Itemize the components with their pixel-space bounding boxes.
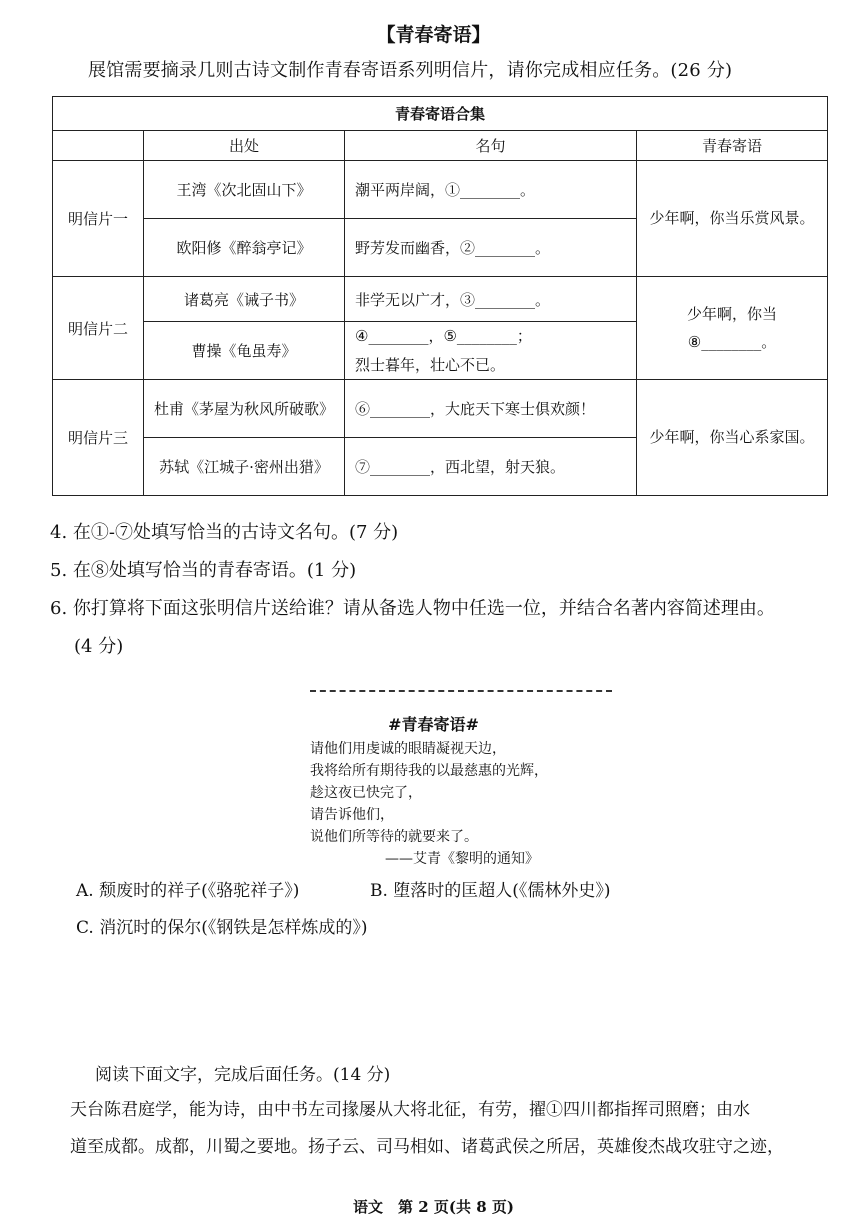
option-a: A. 颓废时的祥子(《骆驼祥子》)	[76, 881, 300, 901]
youth-message-line: 少年啊，你当	[686, 304, 777, 323]
question-4: 4. 在①-⑦处填写恰当的古诗文名句。(7 分)	[50, 522, 399, 543]
card-name: 明信片二	[53, 277, 144, 380]
header-youth: 青春寄语	[637, 131, 828, 161]
quote-source: 苏轼《江城子·密州出猎》	[144, 438, 345, 496]
poem-line: 请告诉他们，	[310, 807, 394, 823]
quote-line: 潮平两岸阔，①________。	[345, 161, 637, 219]
question-6-score: (4 分)	[74, 636, 124, 657]
quote-line: 野芳发而幽香，②________。	[345, 219, 637, 277]
quote-source: 诸葛亮《诫子书》	[144, 277, 345, 322]
header-source: 出处	[144, 131, 345, 161]
card-name: 明信片三	[53, 380, 144, 496]
quote-line-part: ④________，⑤________；	[355, 327, 532, 345]
section-title: 【青春寄语】	[376, 24, 491, 46]
poem-line: 趁这夜已快完了，	[310, 785, 422, 801]
table-corner	[53, 131, 144, 161]
quote-line: ⑥________，大庇天下寒士俱欢颜！	[345, 380, 637, 438]
quote-line	[345, 322, 637, 380]
task-intro: 展馆需要摘录几则古诗文制作青春寄语系列明信片，请你完成相应任务。(26 分)	[88, 60, 733, 81]
postcard-divider	[310, 690, 612, 694]
youth-message: 少年啊，你当心系家国。	[637, 380, 828, 496]
youth-message-blank: ⑧________。	[687, 333, 777, 351]
quote-source: 欧阳修《醉翁亭记》	[144, 219, 345, 277]
header-line: 名句	[345, 131, 637, 161]
postcard-title: #青春寄语#	[388, 715, 479, 734]
option-b: B. 堕落时的匡超人(《儒林外史》)	[370, 881, 611, 901]
passage-line: 道至成都。成都，川蜀之要地。扬子云、司马相如、诸葛武侯之所居，英雄俊杰战攻驻守之迹，	[70, 1137, 784, 1157]
option-c: C. 消沉时的保尔(《钢铁是怎样炼成的》)	[76, 918, 368, 938]
youth-message: 少年啊，你当乐赏风景。	[637, 161, 828, 277]
quote-line-part: 烈士暮年，壮心不已。	[355, 355, 506, 374]
quote-line: ⑦________，西北望，射天狼。	[345, 438, 637, 496]
question-6: 6. 你打算将下面这张明信片送给谁？请从备选人物中任选一位，并结合名著内容简述理由。	[50, 598, 775, 619]
youth-message	[637, 277, 828, 380]
quote-source: 杜甫《茅屋为秋风所破歌》	[144, 380, 345, 438]
postcard-table	[52, 96, 828, 496]
card-name: 明信片一	[53, 161, 144, 277]
reading-passage	[70, 1092, 830, 1166]
quote-line: 非学无以广才，③________。	[345, 277, 637, 322]
quote-source: 曹操《龟虽寿》	[144, 322, 345, 380]
question-5: 5. 在⑧处填写恰当的青春寄语。(1 分)	[50, 560, 357, 581]
page-footer: 语文 第 2 页(共 8 页)	[353, 1198, 514, 1216]
reading-instruction: 阅读下面文字，完成后面任务。(14 分)	[95, 1065, 391, 1085]
poem-attribution: ——艾青《黎明的通知》	[385, 851, 539, 867]
passage-line: 天台陈君庭学，能为诗，由中书左司掾屡从大将北征，有劳，擢①四川都指挥司照磨；由水	[70, 1100, 750, 1120]
poem-line: 请他们用虔诚的眼睛凝视天边，	[310, 741, 506, 757]
quote-source: 王湾《次北固山下》	[144, 161, 345, 219]
table-caption: 青春寄语合集	[53, 97, 828, 131]
poem-line: 我将给所有期待我的以最慈惠的光辉，	[310, 763, 548, 779]
poem-line: 说他们所等待的就要来了。	[310, 829, 478, 845]
